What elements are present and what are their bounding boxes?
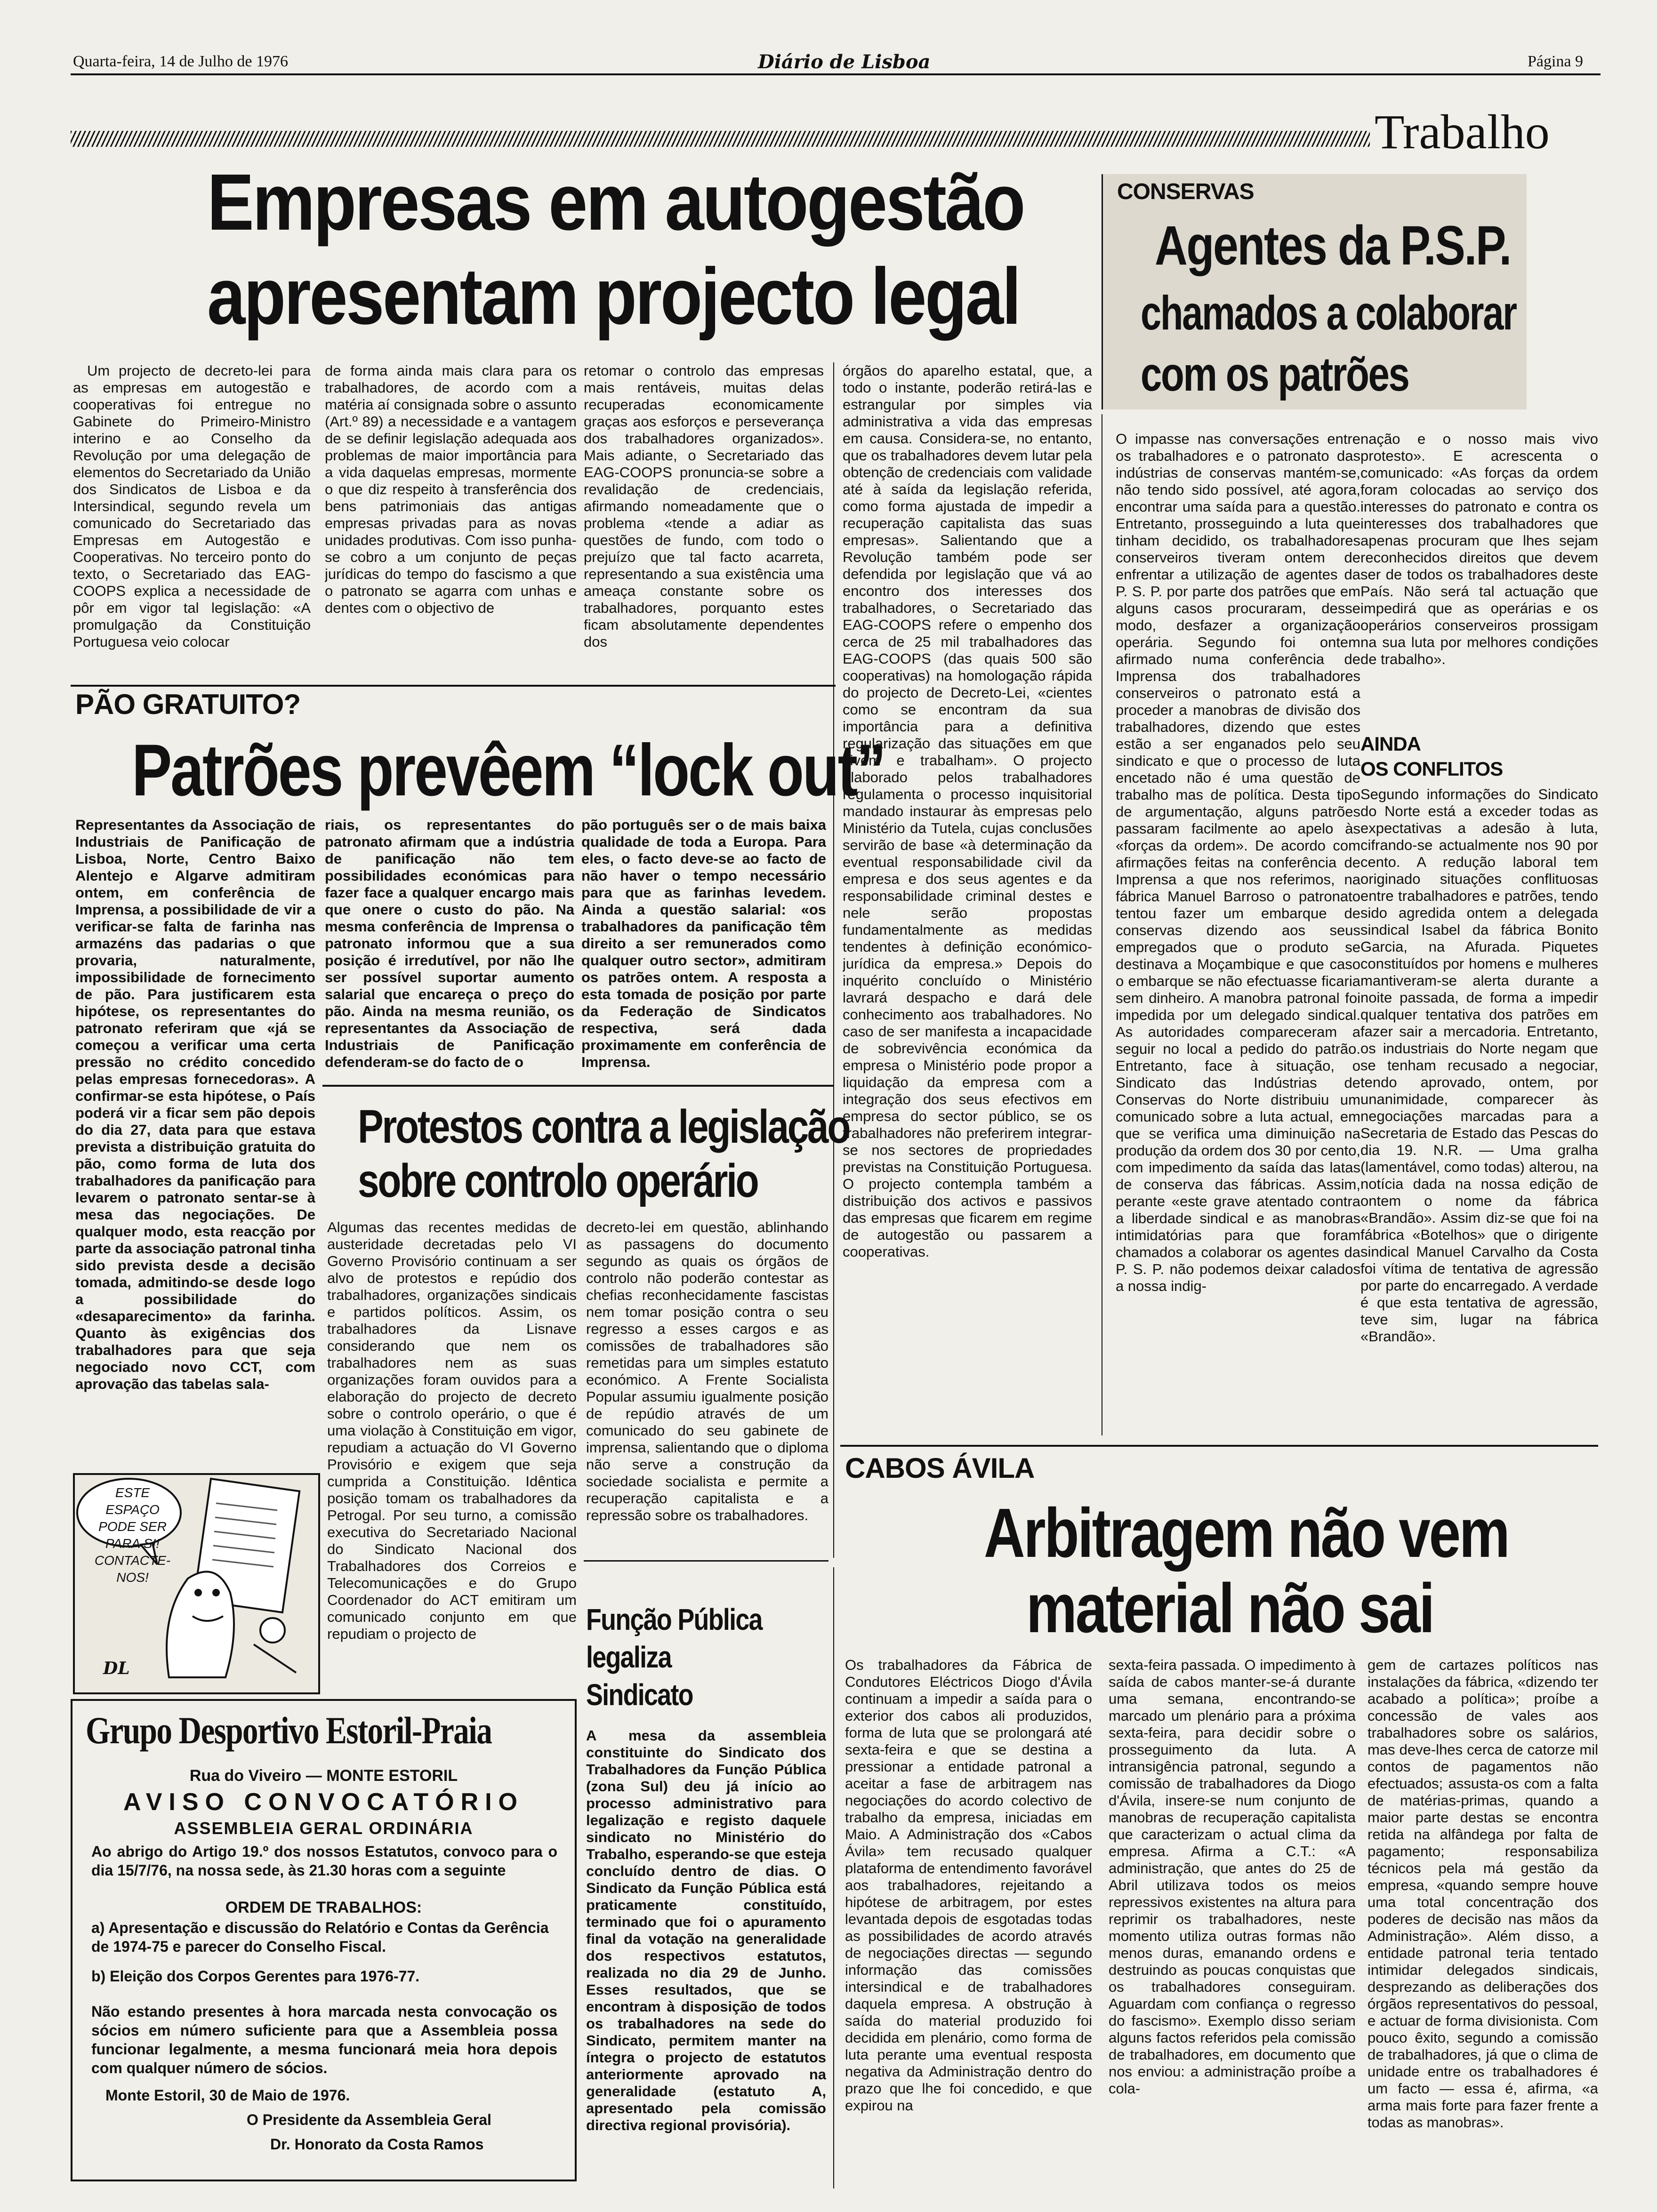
- cartoon-bubble-text: ESTE ESPAÇO PODE SER PARA SI! CONTACTE-NOS!: [94, 1485, 171, 1585]
- notice-item-a: a) Apresentação e discussão do Relatório e Contas da Gerência de 1974-75 e parecer do Conselho Fiscal.: [91, 1919, 549, 1955]
- article1-divider: [71, 685, 836, 687]
- notice-org-name: Grupo Desportivo Estoril-Praia: [86, 1709, 492, 1752]
- notice-box: [71, 1699, 577, 2181]
- article6-headline-line1: Arbitragem não vem: [984, 1494, 1509, 1572]
- article6-headline-line2: material não sai: [1026, 1570, 1433, 1647]
- column-divider-main: [833, 362, 834, 1558]
- section-title: Trabalho: [1375, 105, 1550, 159]
- article2-divider: [322, 1085, 833, 1087]
- article2-headline: Patrões prevêem “lock out”: [132, 729, 885, 811]
- notice-signer-role: O Presidente da Assembleia Geral: [247, 2111, 491, 2128]
- cartoon-box: [73, 1473, 320, 1694]
- article1-headline-line1: Empresas em autogestão: [207, 158, 1024, 247]
- notice-address: Rua do Viveiro — MONTE ESTORIL: [189, 1767, 458, 1785]
- article5-col2b: Segundo informações do Sindicato do Norte está a exceder todas as expectativas a adesão à luta, cifrando-se actualmente nos 90 por cento. A redução laboral tem originado situações conflituosas entre trabalhadores e patrões, tendo sido agredida ontem a delegada sindical Isabel da fábrica Bonito Garcia, na Afurada. Piquetes constituídos por homens e mulheres mantiveram-se alerta durante a noite passada, de forma a impedir qualquer tentativa dos patrões em fazer sair a mercadoria. Entretanto, os industriais do Norte negam que se tenham recusado a negociar, tendo aprovado, ontem, por unanimidade, comparecer às negociações marcadas para a Secretaria de Estado das Pescas do dia 19. N.R. — Uma gralha (lamentável, como todas) alterou, na notícia dada na nossa edição de ontem o nome da fábrica «Brandão». Assim diz-se que foi na fábrica «Botelhos» que o dirigente sindical Manuel Carvalho da Costa foi vítima de tentativa de agressão por parte do encarregado. A verdade é que esta tentativa de agressão, teve sim, lugar na fábrica «Brandão».: [1360, 786, 1598, 1345]
- notice-ordem: ORDEM DE TRABALHOS:: [225, 1899, 422, 1916]
- article5-headline-line1: Agentes da P.S.P.: [1155, 215, 1511, 277]
- article4-top-rule: [584, 1560, 828, 1562]
- notice-closing: Não estando presentes à hora marcada nesta convocação os sócios em número suficiente para que a Assembleia possa funcionar legalmente, a mesma funcionará meia hora depois com qualquer número de sócios.: [91, 2003, 557, 2076]
- article2-col1: Representantes da Associação de Industriais de Panificação de Lisboa, Norte, Centro Baixo Alentejo e Algarve admitiram ontem, em conferência de Imprensa, a possibilidade de vir a verificar-se falta de farinha nas armazéns das padarias o que provaria, naturalmente, impossibilidade de fornecimento de pão. Para justificarem esta hipótese, os representantes do patronato referiram que «já se começou a verificar uma certa pressão no crédito concedido pelas empresas fornecedoras». A confirmar-se esta hipótese, o País poderá vir a ficar sem pão depois do dia 27, data para que estava prevista a distribuição gratuita do pão, como forma de luta dos trabalhadores da panificação para levarem o patronato sentar-se à mesa das negociações. De qualquer modo, esta reacção por parte da associação patronal tinha sido prevista desde a decisão tomada, admitindo-se desde logo a possibilidade do «desaparecimento» da farinha. Quanto às exigências dos trabalhadores para que seja negociado novo CCT, com aprovação das tabelas sala-: [75, 817, 315, 1392]
- article5-header-box: [1102, 174, 1527, 409]
- article5-headline-line2: chamados a colaborar: [1141, 286, 1516, 340]
- article6-col1: Os trabalhadores da Fábrica de Condutores Eléctricos Diogo d'Ávila continuam a impedir a saída para o exterior dos cabos ali produzidos, forma de luta que se prolongará até sexta-feira e que se destina a pressionar a entidade patronal a aceitar a fase de arbitragem nas negociações do acordo colectivo de trabalho da empresa, iniciadas em Maio. A Administração dos «Cabos Ávila» tem recusado qualquer plataforma de entendimento favorável aos trabalhadores, rejeitando a hipótese de arbitragem, por estes levantada depois de esgotadas todas as possibilidades de acordo através de negociações directas — segundo informação das comissões intersindical e de trabalhadores daquela empresa. A obstrução à saída do material produzido foi decidida em plenário, como forma de luta perante uma eventual resposta negativa da Administração dentro do prazo que lhe foi concedido, e que expirou na: [845, 1657, 1092, 2114]
- article1-headline-line2: apresentam projecto legal: [207, 252, 1020, 341]
- masthead-page-number: Página 9: [1528, 53, 1584, 70]
- article1-col3: retomar o controlo das empresas mais rentáveis, muitas delas recuperadas economicamente graças aos esforços e perseverança dos trabalhadores organizados». Mais adiante, o Secretariado das EAG-COOPS pronuncia-se sobre a revalidação de credenciais, afirmando nomeadamente que o problema «tende a adiar as questões de fundo, com todo o prejuízo que tal facto acarreta, representando a sua existência uma ameaça constante sobre os trabalhadores, porquanto estes ficam absolutamente dependentes dos: [584, 362, 824, 650]
- article2-col2: riais, os representantes do patronato afirmam que a indústria de panificação não tem possibilidades económicas para fazer face a qualquer encargo mais que onere o custo do pão. Na mesma conferência de Imprensa o patronato informou que a sua posição é irredutível, por não lhe ser possível suportar aumento salarial que encareça o preço do pão. Ainda na mesma reunião, os representantes da Associação de Industriais de Panificação defenderam-se do facto de o: [325, 817, 574, 1070]
- article3-headline-line1: Protestos contra a legislação: [358, 1100, 850, 1153]
- article1-col2: de forma ainda mais clara para os trabalhadores, de acordo com a matéria aí consignada sobre o assunto (Art.º 89) a necessidade e a vantagem de se definir legislação adequada aos problemas de maior importância para a vida daquelas empresas, mormente o que diz respeito à transferência dos bens patrimoniais das antigas empresas privadas para as novas unidades produtivas. Com isso punha-se cobro a um conjunto de peças jurídicas do tempo do fascismo a que o patronato se agarra com unhas e dentes com o objectivo de: [325, 362, 577, 616]
- article6-col3: gem de cartazes políticos nas instalações da fábrica, «dizendo ter acabado a política»; proíbe a concessão de vales aos trabalhadores sobre os salários, mas deve-lhes cerca de catorze mil contos de pagamentos não efectuados; assusta-os com a falta de matérias-primas, quando a maior parte destas se encontra retida na alfândega por falta de pagamento; responsabiliza técnicos pela má gestão da empresa, «quando sempre houve uma total concentração dos poderes de decisão nas mãos da Administração». Além disso, a entidade patronal teria tentado intimidar delegados sindicais, desprezando as deliberações dos órgãos representativos do pessoal, e actuar de forma divisionista. Com pouco êxito, segundo a comissão de trabalhadores, já que o clima de unidade entre os trabalhadores é um facto — essa é, afirma, «a arma mais forte para fazer frente a todas as manobras».: [1367, 1657, 1598, 2131]
- article4-headline-line2: legaliza: [586, 1640, 671, 1674]
- masthead-paper-name: Diário de Lisboa: [758, 51, 931, 73]
- article4-headline-line1: Função Pública: [586, 1603, 762, 1636]
- article4-body: A mesa da assembleia constituinte do Sindicato dos Trabalhadores da Função Pública (zona Sul) deu já início ao processo administrativo para legalização e registo daquele sindicato no Ministério do Trabalho, esperando-se que esteja concluído dentro de dias. O Sindicato da Função Pública está praticamente constituído, terminado que foi o apuramento final da votação na generalidade dos respectivos estatutos, realizada no dia 29 de Junho. Esses resultados, que se encontram à disposição de todos os trabalhadores na sede do Sindicato, permitem manter na íntegra o projecto de estatutos anteriormente aprovado na generalidade (estatuto A, apresentado pela comissão directiva regional provisória).: [586, 1727, 826, 2133]
- article3-headline-line2: sobre controlo operário: [358, 1154, 758, 1207]
- article5-subhead-line2: OS CONFLITOS: [1360, 758, 1503, 780]
- notice-date: Monte Estoril, 30 de Maio de 1976.: [105, 2087, 350, 2104]
- notice-assembleia: ASSEMBLEIA GERAL ORDINÁRIA: [174, 1819, 474, 1838]
- article5-subhead-line1: AINDA: [1360, 733, 1421, 755]
- notice-item-b: b) Eleição dos Corpos Gerentes para 1976-77.: [91, 1968, 420, 1985]
- article5-col2: nação e o nosso mais vivo protesto». E acrescenta o comunicado: «As forças da ordem foram colocadas ao serviço dos interesses do patronato e contra os interesses dos trabalhadores que apenas procuram que lhes sejam reconhecidos direitos que devem ser de todos os trabalhadores deste País. Não será tal actuação que impedirá que as operárias e os operários conserveiros prossigam na sua luta por melhores condições de trabalho».: [1360, 431, 1598, 667]
- article1-col1: Um projecto de decreto-lei para as empresas em autogestão e cooperativas foi entregue no Gabinete do Primeiro-Ministro interino e ao Conselho da Revolução por uma delegação de elementos do Secretariado da União dos Sindicatos de Lisboa e da Intersindical, segundo revela um comunicado do Secretariado das Empresas em Autogestão e Cooperativas. No terceiro ponto do texto, o Secretariado das EAG-COOPS explica a necessidade de pôr em vigor tal legislação: «A promulgação da Constituição Portuguesa veio colocar: [73, 362, 311, 650]
- article2-kicker: PÃO GRATUITO?: [75, 689, 301, 720]
- cartoon-signature: DL: [103, 1659, 130, 1678]
- article5-kicker: CONSERVAS: [1117, 179, 1254, 204]
- article5-headline-line3: com os patrões: [1141, 347, 1409, 401]
- notice-signer-name: Dr. Honorato da Costa Ramos: [270, 2136, 484, 2153]
- section-hatch-band: [71, 131, 1370, 147]
- masthead-date: Quarta-feira, 14 de Julho de 1976: [73, 53, 288, 70]
- article2-col3: pão português ser o de mais baixa qualidade de toda a Europa. Para eles, o facto deve-se ao facto de não haver o tempo necessário para que as farinhas levedem. Ainda a questão salarial: «os trabalhadores da panificação têm direito a ser remunerados como qualquer outro sector», admitiram os patrões ontem. A resposta a esta tomada de posição por parte da Federação de Sindicatos respectiva, será dada proximamente em conferência de Imprensa.: [581, 817, 826, 1070]
- article5-bottom-rule: [840, 1445, 1598, 1447]
- notice-intro: Ao abrigo do Artigo 19.º dos nossos Estatutos, convoco para o dia 15/7/76, na nossa sede, às 21.30 horas com a seguinte: [91, 1843, 557, 1879]
- notice-aviso: AVISO CONVOCATÓRIO: [123, 1788, 524, 1816]
- masthead-rule: [71, 73, 1601, 75]
- article3-col2: decreto-lei em questão, ablinhando as passagens do documento segundo as quais os órgãos de controlo não poderão contestar as chefias reconhecidamente fascistas nem tomar posição contra o seu regresso a esses cargos e as comissões de trabalhadores são remetidas para um simples estatuto económico. A Frente Socialista Popular assumiu igualmente posição de repúdio através de um comunicado do seu gabinete de imprensa, salientando que o diploma não serve a construção da sociedade socialista e permite a recuperação capitalista e a repressão sobre os trabalhadores.: [586, 1219, 828, 1523]
- article3-col1: Algumas das recentes medidas de austeridade decretadas pelo VI Governo Provisório continuam a ser alvo de protestos e repúdio dos trabalhadores, organizações sindicais e partidos políticos. Assim, os trabalhadores da Lisnave considerando que nem os trabalhadores nem as suas organizações foram ouvidos para a elaboração do projecto de decreto sobre o controlo operário, o que é uma violação à Constituição em vigor, repudiam a actuação do VI Governo Provisório e exigem que seja cumprida a Constituição. Idêntica posição tomam os trabalhadores da Petrogal. Por seu turno, a comissão executiva do Secretariado Nacional do Sindicato Nacional dos Trabalhadores dos Correios e Telecomunicações e do Grupo Coordenador do ACT emitiram um comunicado conjunto em que repudiam o projecto de: [327, 1219, 577, 1642]
- article6-col2: sexta-feira passada. O impedimento à saída de cabos manter-se-á durante uma semana, encontrando-se marcado um plenário para a próxima sexta-feira, para decidir sobre o prosseguimento da luta. A intransigência patronal, segundo a comissão de trabalhadores da Diogo d'Ávila, insere-se num conjunto de manobras de recuperação capitalista que caracterizam o actual clima da empresa. Afirma a C.T.: «A administração, que antes do 25 de Abril utilizava todos os meios repressivos existentes na altura para reprimir os trabalhadores, neste momento utiliza outras formas não menos duras, emanando ordens e destruindo as poucas conquistas que os trabalhadores conseguiram. Aguardam com confiança o regresso do fascismo». Exemplo disso seriam alguns factos referidos pela comissão de trabalhadores, em documento que nos enviou: a administração proíbe a cola-: [1109, 1657, 1356, 2097]
- article5-col1: O impasse nas conversações entre os trabalhadores e o patronato das indústrias de conservas mantém-se, não tendo sido possível, até agora, encontrar uma saída para a questão. Entretanto, prosseguindo a luta que tinham decidido, os trabalhadores conserveiros tiveram ontem de enfrentar a utilização de agentes da P. S. P. por parte dos patrões que em alguns casos procuraram, desse modo, desfazer a organização operária. Segundo foi ontem afirmado numa conferência de Imprensa dos trabalhadores conserveiros o patronato está a proceder a manobras de divisão dos trabalhadores, dizendo que estes estão a ser enganados pelo seu sindicato e que o processo de luta encetado não é uma questão de trabalho mas de política. Desta tipo de argumentação, alguns patrões passaram facilmente ao apelo às «forças da ordem». De acordo com afirmações feitas na conferência de Imprensa a que nos referimos, na fábrica Manuel Barroso o patronato tentou fazer um embarque de conservas dizendo aos seus empregados que o produto se destinava a Moçambique e que caso o embarque se não efectuasse ficaria sem dinheiro. A manobra patronal foi impedida por um delegado sindical. As autoridades compareceram a seguir no local a pedido do patrão. Entretanto, face à situação, o Sindicato das Indústrias de Conservas do Norte distribuiu um comunicado sobre a luta actual, em que se verifica uma diminuição na produção da ordem dos 30 por cento, com impedimento da saída das latas de conserva das fábricas. Assim, perante «este grave atentado contra a liberdade sindical e as manobras intimidatórias para que foram chamados a colaborar os agentes da P. S. P. não podemos deixar calados a nossa indig-: [1116, 431, 1360, 1294]
- article6-kicker: CABOS ÁVILA: [845, 1452, 1035, 1484]
- article1-col4: órgãos do aparelho estatal, que, a todo o instante, poderão retirá-las e estrangular por simples via administrativa a vida das empresas em causa. Considera-se, no entanto, que os trabalhadores devem lutar pela obtenção de credenciais com validade até à saída da legislação referida, como forma ajustada de impedir a recuperação capitalista das suas empresas». Salientando que a Revolução também pode ser defendida por legislação que vá ao encontro dos interesses dos trabalhadores, o Secretariado das EAG-COOPS refere o empenho dos cerca de 25 mil trabalhadores das EAG-COOPS (das quais 500 são cooperativas) na homologação rápida do projecto de Decreto-Lei, «cientes como se encontram da sua importância para a definitiva regularização das situações em que vivem e trabalham». O projecto elaborado pelos trabalhadores regulamenta o processo inquisitorial mandado instaurar às empresas pelo Ministério da Tutela, cujas conclusões servirão de base «à determinação da eventual responsabilidade civil da empresa e dos seus agentes e da responsabilidade criminal destes e nele serão propostas fundamentalmente as medidas tendentes à definição económico-jurídica da empresa.» Depois do inquérito concluído o Ministério lavrará despacho e dará dele conhecimento aos trabalhadores. No caso de ser manifesta a incapacidade de sobrevivência económica da empresa o Ministério pode propor a liquidação da empresa com a integração dos seus efectivos em empresa do sector público, se os trabalhadores não preferirem integrar-se nos sectores de propriedades previstas na Constituição Portuguesa. O projecto contempla também a distribuição dos activos e passivos das empresas que ficarem em regime de autogestão ou passarem a cooperativas.: [843, 362, 1092, 1260]
- article4-headline-line3: Sindicato: [586, 1678, 693, 1712]
- column-divider-article4: [833, 1567, 834, 2188]
